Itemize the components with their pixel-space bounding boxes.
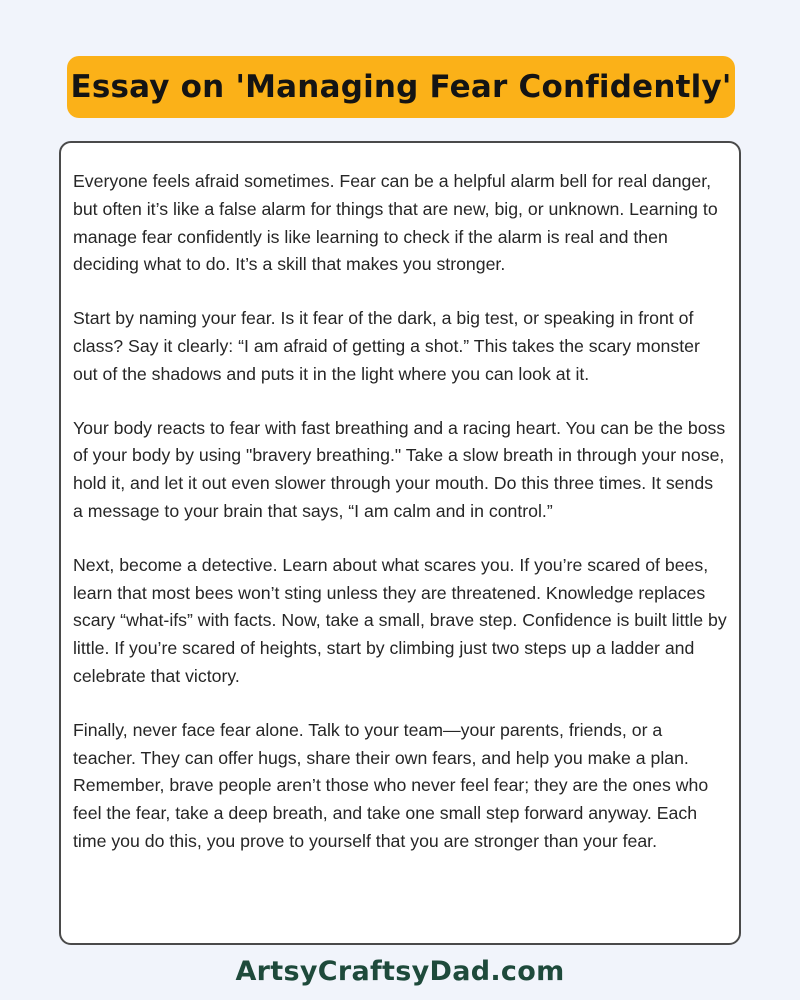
essay-card bbox=[59, 141, 741, 945]
title-banner bbox=[67, 56, 735, 118]
essay-paragraph-5: Finally, never face fear alone. Talk to your team—your parents, friends, or a teacher. They can offer hugs, share their own fears, and help you make a plan. Remember, brave people aren’t those who never feel fear; they are the ones who feel the fear, take a deep breath, and take one small step forward anyway. Each time you do this, you prove to yourself that you are stronger than your fear. bbox=[73, 719, 709, 851]
footer-brand: ArtsyCraftsyDad.com bbox=[235, 956, 565, 987]
essay-paragraph-3: Your body reacts to fear with fast breathing and a racing heart. You can be the boss of your body by using "bravery breathing." Take a slow breath in through your nose, hold it, and let it out even slower through your mouth. Do this three times. It sends a message to your brain that says, “I am calm and in control.” bbox=[73, 417, 726, 521]
essay-paragraph-2: Start by naming your fear. Is it fear of the dark, a big test, or speaking in front of class? Say it clearly: “I am afraid of getting a shot.” This takes the scary monster out of the shadows and puts it in the light where you can look at it. bbox=[73, 308, 700, 384]
essay-paragraph-4: Next, become a detective. Learn about what scares you. If you’re scared of bees, learn that most bees won’t sting unless they are threatened. Knowledge replaces scary “what-ifs” with facts. Now, take a small, brave step. Confidence is built little by little. If you’re scared of heights, start by climbing just two steps up a ladder and celebrate that victory. bbox=[73, 554, 727, 686]
essay-title: Essay on 'Managing Fear Confidently' bbox=[70, 69, 732, 105]
essay-paragraph-1: Everyone feels afraid sometimes. Fear can be a helpful alarm bell for real danger, but often it’s like a false alarm for things that are new, big, or unknown. Learning to manage fear confidently is like learning to check if the alarm is real and then deciding what to do. It’s a skill that makes you stronger. bbox=[73, 171, 718, 275]
